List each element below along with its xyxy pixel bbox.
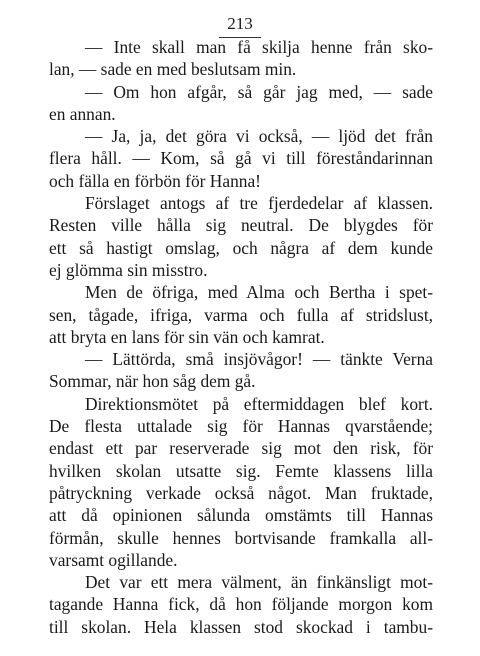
text-line: en annan. (49, 103, 116, 124)
text-line: tagande Hanna fick, då hon följande morgon kom (49, 594, 433, 615)
text-line: förmån, skulle hennes bortvisande framkalla all- (49, 527, 433, 548)
text-line: Direktionsmötet på eftermiddagen blef kort. (85, 393, 433, 414)
text-line: varsamt ogillande. (49, 549, 178, 570)
text-line: Sommar, när hon såg dem gå. (49, 371, 256, 392)
text-line: endast ett par reserverade sig mot den risk, för (49, 438, 433, 459)
text-line: — Inte skall man få skilja henne från sko- (85, 37, 433, 57)
text-line: Resten ville hålla sig neutral. De blygdes för (49, 215, 433, 236)
text-line: flera håll. — Kom, så gå vi till föreståndarinnan (49, 148, 433, 169)
page-number: 213 (227, 14, 253, 33)
text-line: ej glömma sin misstro. (49, 259, 208, 280)
text-line: ett så hastigt omslag, och några af dem kunde (49, 237, 433, 258)
text-line: och fälla en förbön för Hanna! (49, 170, 261, 191)
text-line: — Om hon afgår, så går jag med, — sade (85, 81, 433, 102)
text-line: Men de öfriga, med Alma och Bertha i spet- (85, 282, 433, 303)
text-line: Det var ett mera välment, än finkänsligt mot- (85, 572, 433, 593)
text-line: De flesta uttalade sig för Hannas qvarstående; (49, 416, 433, 437)
text-line: påtryckning verkade också något. Man fruktade, (49, 482, 433, 503)
text-line: lan, — sade en med beslutsam min. (49, 59, 297, 80)
text-line: — Ja, ja, det göra vi också, — ljöd det från (85, 126, 433, 147)
text-line: hvilken skolan utsatte sig. Femte klassens lilla (49, 460, 433, 481)
text-line: Förslaget antogs af tre fjerdedelar af klassen. (85, 193, 433, 214)
text-line: — Lättörda, små insjövågor! — tänkte Verna (85, 349, 433, 370)
text-line: sen, tågade, ifriga, varma och fulla af stridslust, (49, 304, 433, 325)
text-line: att då opinionen sålunda omstämts till Hannas (49, 505, 433, 526)
body-text (49, 36, 433, 638)
text-line: att bryta en lans för sin vän och kamrat. (49, 326, 325, 347)
text-line: till skolan. Hela klassen stod skockad i tambu- (49, 616, 433, 637)
